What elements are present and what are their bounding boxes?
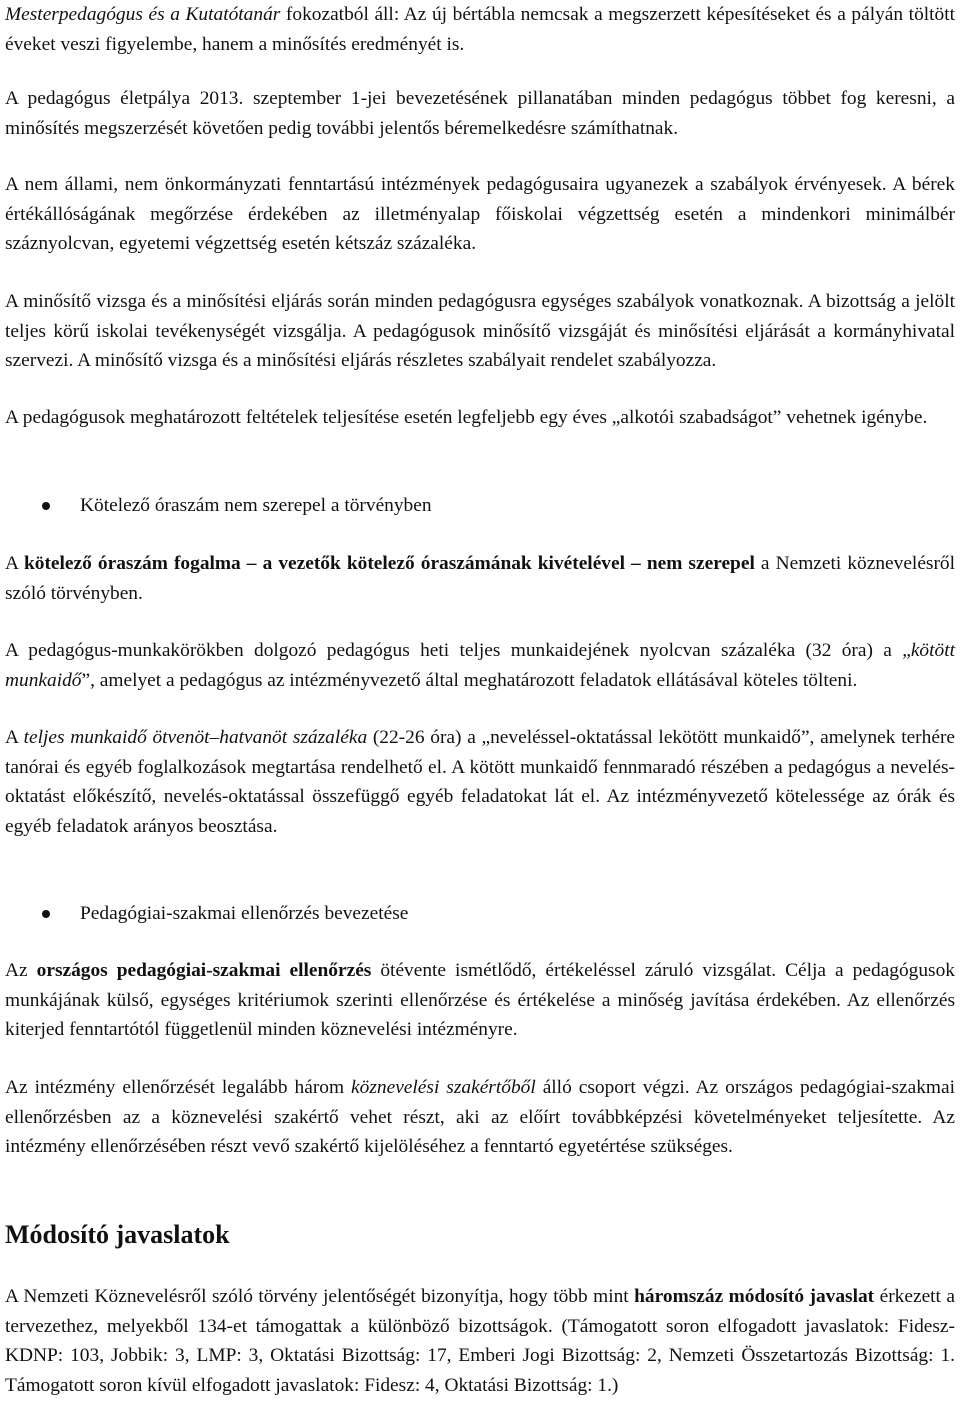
italic-percentage: teljes munkaidő ötvenöt–hatvanöt százaléka <box>23 727 368 748</box>
paragraph-non-state-institutions: A nem állami, nem önkormányzati fenntartású intézmények pedagógusaira ugyanezek a szabályok érvényesek. A bérek értékállóságának megőrzése érdekében az illetményalap főiskolai végzettség esetén a mindenkori minimálbér száznyolcvan, egyetemi végzettség esetén kétszáz százaléka. <box>5 174 955 254</box>
paragraph-teaching-time: A teljes munkaidő ötvenöt–hatvanöt százaléka (22-26 óra) a „neveléssel-oktatással lekötött munkaidő”, amelynek terhére tanórai és egyéb foglalkozások megtartása rendelhető el. A kötött munkaidő fennmaradó részében a pedagógus a nevelés-oktatást előkészítő, nevelés-oktatással összefüggő egyéb feladatokat lát el. Az intézményvezető kötelessége az órák és egyéb feladatok arányos beosztása. <box>5 727 956 837</box>
paragraph-amendments: A Nemzeti Köznevelésről szóló törvény jelentőségét bizonyítja, hogy több mint háromszáz módosító javaslat érkezett a tervezethez, melyekből 134-et támogattak a különböző bizottságok. (Támogatott soron elfogadott javaslatok: Fidesz-KDNP: 103, Jobbik: 3, LMP: 3, Oktatási Bizottság: 17, Emberi Jogi Bizottság: 2, Nemzeti Összetartozás Bizottság: 1. Támogatott soron kívül elfogadott javaslatok: Fidesz: 4, Oktatási Bizottság: 1.) <box>5 1286 956 1396</box>
paragraph-qualification-exam: A minősítő vizsga és a minősítési eljárás során minden pedagógusra egységes szabályok vonatkoznak. A bizottság a jelölt teljes körű iskolai tevékenységét vizsgálja. A pedagógusok minősítő vizsgáját és minősítési eljárását a kormányhivatal szervezi. A minősítő vizsga és a minősítési eljárás részletes szabályait rendelet szabályozza. <box>5 291 955 371</box>
italic-levels: Mesterpedagógus és a Kutatótanár <box>5 4 281 25</box>
italic-bound-time: kötött munkaidő <box>5 640 955 691</box>
paragraph-national-inspection: Az országos pedagógiai-szakmai ellenőrzés ötévente ismétlődő, értékeléssel záruló vizsgálat. Célja a pedagógusok munkájának külső, egységes kritériumok szerinti ellenőrzése és értékelése a minőség javítása érdekében. Az ellenőrzés kiterjed fenntartótól függetlenül minden köznevelési intézményre. <box>5 960 955 1040</box>
bullet-icon <box>42 502 50 510</box>
paragraph-working-time: A pedagógus-munkakörökben dolgozó pedagógus heti teljes munkaidejének nyolcvan százaléka (32 óra) a „kötött munkaidő”, amelyet a pedagógus az intézményvezető által meghatározott feladatok ellátásával köteles tölteni. <box>5 640 955 691</box>
italic-experts: köznevelési szakértőből <box>351 1077 536 1098</box>
bullet-label: Pedagógiai-szakmai ellenőrzés bevezetése <box>80 903 409 924</box>
paragraph-mandatory-hours-concept: A kötelező óraszám fogalma – a vezetők kötelező óraszámának kivételével – nem szerepel a Nemzeti köznevelésről szóló törvényben. <box>5 553 956 604</box>
paragraph-salary-increase: A pedagógus életpálya 2013. szeptember 1-jei bevezetésének pillanatában minden pedagógus többet fog keresni, a minősítés megszerzését követően pedig további jelentős béremelkedésre számíthatnak. <box>5 88 955 139</box>
paragraph-expert-group: Az intézmény ellenőrzését legalább három köznevelési szakértőből álló csoport végzi. Az országos pedagógiai-szakmai ellenőrzésben az a köznevelési szakértő vehet részt, aki az előírt továbbképzési követelményeket teljesítette. Az intézmény ellenőrzésében részt vevő szakértő kijelöléséhez a fenntartó egyetértése szükséges. <box>5 1077 955 1157</box>
bullet-icon <box>42 910 50 918</box>
section-heading: Módosító javaslatok <box>5 1220 230 1249</box>
bold-mandatory-hours: kötelező óraszám fogalma – a vezetők kötelező óraszámának kivételével – nem szerepel <box>24 553 755 574</box>
bullet-label: Kötelező óraszám nem szerepel a törvényben <box>80 495 432 516</box>
bold-national-inspection: országos pedagógiai-szakmai ellenőrzés <box>36 960 372 981</box>
paragraph-grading-levels: Mesterpedagógus és a Kutatótanár fokozatból áll: Az új bértábla nemcsak a megszerzett képesítéseket és a pályán töltött éveket veszi figyelembe, hanem a minősítés eredményét is. <box>5 4 956 55</box>
bold-amendment-count: háromszáz módosító javaslat <box>634 1286 875 1307</box>
paragraph-creative-leave: A pedagógusok meghatározott feltételek teljesítése esetén legfeljebb egy éves „alkotói szabadságot” vehetnek igénybe. <box>5 407 928 428</box>
